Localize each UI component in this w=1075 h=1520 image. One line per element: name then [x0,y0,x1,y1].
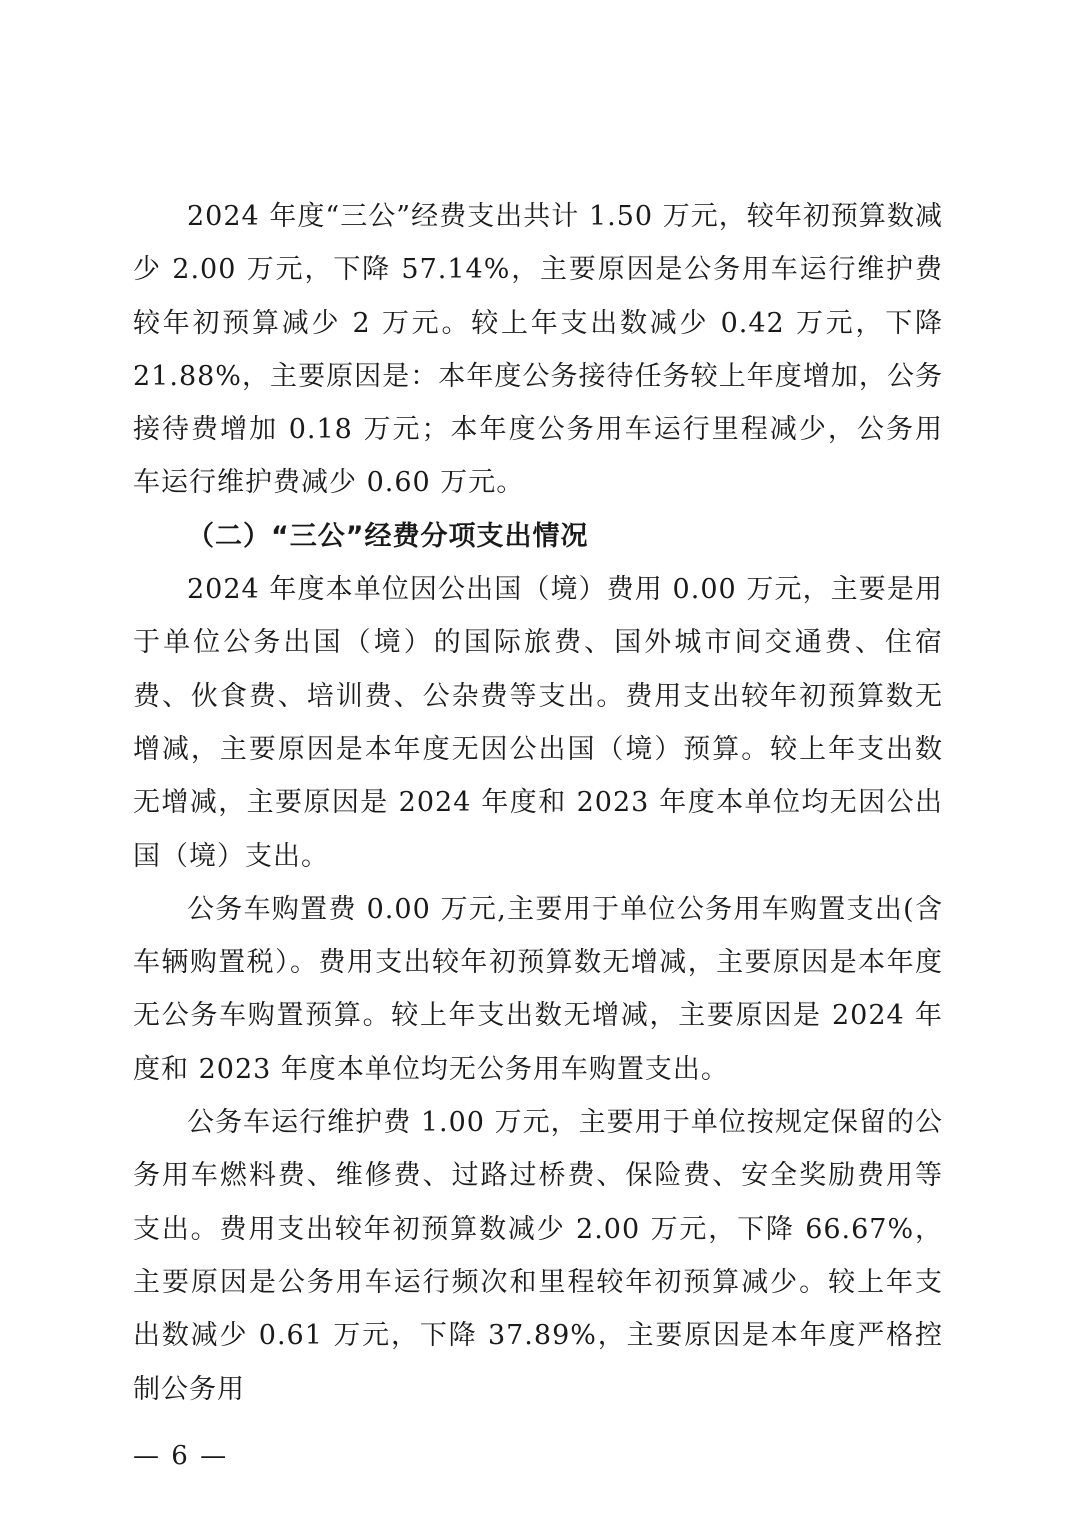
paragraph-summary: 2024 年度“三公”经费支出共计 1.50 万元，较年初预算数减少 2.00 万元，下降 57.14%，主要原因是公务用车运行维护费较年初预算减少 2 万元。较上年支出数减少 0.42 万元，下降 21.88%，主要原因是：本年度公务接待任务较上年度增加，公务接待费增加 0.18 万元；本年度公务用车运行里程减少，公务用车运行维护费减少 0.60 万元。 [133,201,943,499]
document-body [133,190,943,1416]
section-heading: （二）“三公”经费分项支出情况 [187,520,589,552]
paragraph-vehicle-maintenance: 公务车运行维护费 1.00 万元，主要用于单位按规定保留的公务用车燃料费、维修费、过路过桥费、保险费、安全奖励费用等支出。费用支出较年初预算数减少 2.00 万元，下降 66.67%，主要原因是公务用车运行频次和里程较年初预算减少。较上年支出数减少 0.61 万元，下降 37.89%，主要原因是本年度严格控制公务用 [133,1107,943,1405]
paragraph-vehicle-purchase: 公务车购置费 0.00 万元,主要用于单位公务用车购置支出(含车辆购置税）。费用支出较年初预算数无增减，主要原因是本年度无公务车购置预算。较上年支出数无增减，主要原因是 2024 年度和 2023 年度本单位均无公务用车购置支出。 [133,893,943,1085]
paragraph-overseas-travel: 2024 年度本单位因公出国（境）费用 0.00 万元，主要是用于单位公务出国（境）的国际旅费、国外城市间交通费、住宿费、伙食费、培训费、公杂费等支出。费用支出较年初预算数无增减，主要原因是本年度无因公出国（境）预算。较上年支出数无增减，主要原因是 2024 年度和 2023 年度本单位均无因公出国（境）支出。 [133,574,943,872]
page-number: — 6 — [133,1441,229,1471]
